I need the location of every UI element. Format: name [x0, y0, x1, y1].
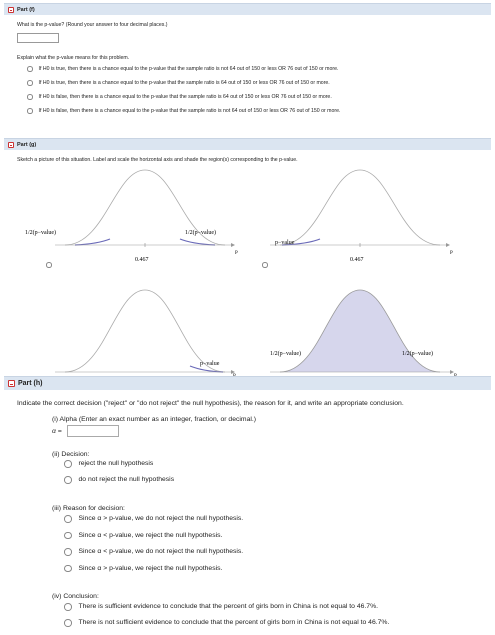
center-tick-label: 0.467	[135, 257, 149, 263]
center-shade	[280, 290, 440, 372]
f-options-option-4[interactable]	[27, 108, 340, 114]
radio-button[interactable]	[64, 532, 72, 540]
option-label: Since α > p-value, we reject the null hypothesis.	[78, 564, 223, 572]
graph-option-4	[260, 280, 470, 377]
left-tail-shade	[75, 239, 110, 245]
h-decision-option-1[interactable]	[64, 460, 153, 468]
graph-option-1	[25, 165, 245, 265]
radio-button[interactable]	[27, 66, 33, 72]
h-reason-option-3[interactable]	[64, 548, 243, 556]
option-label: Since α > p-value, we do not reject the null hypothesis.	[78, 515, 244, 523]
h-reason-option-2[interactable]	[64, 532, 222, 540]
h-decision-option-2[interactable]	[64, 476, 174, 484]
radio-button[interactable]	[64, 476, 72, 484]
option-label: reject the null hypothesis	[78, 460, 154, 468]
reason-label: (iii) Reason for decision:	[52, 505, 125, 512]
radio-button[interactable]	[27, 80, 33, 86]
radio-button[interactable]	[64, 565, 72, 573]
right-label: 1/2(p−value)	[402, 351, 434, 357]
radio-button[interactable]	[64, 515, 72, 523]
h-conclusion-option-1[interactable]	[64, 603, 378, 611]
conclusion-label: (iv) Conclusion:	[52, 593, 99, 600]
alpha-input[interactable]	[67, 425, 119, 437]
h-conclusion-option-2[interactable]	[64, 619, 389, 627]
collapse-icon[interactable]	[8, 380, 15, 387]
radio-button[interactable]	[27, 108, 33, 114]
radio-button[interactable]	[27, 94, 33, 100]
radio-button[interactable]	[64, 548, 72, 556]
explain-label: Explain what the p-value means for this problem.	[17, 55, 130, 61]
left-label: 1/2(p−value)	[270, 351, 302, 357]
graph-radio-1[interactable]	[46, 262, 52, 268]
right-label: p−value	[200, 361, 220, 367]
left-label: 1/2(p−value)	[25, 230, 57, 236]
left-label: p−value	[275, 240, 295, 246]
option-label: If H0 is false, then there is a chance equal to the p-value that the sample ratio is 64 out of 150 or less OR 76 out of 150 or more.	[38, 94, 332, 100]
h-reason-option-4[interactable]	[64, 565, 222, 573]
right-label: 1/2(p−value)	[185, 230, 217, 236]
right-tail-shade	[180, 239, 215, 245]
alpha-label: (i) Alpha (Enter an exact number as an integer, fraction, or decimal.)	[52, 416, 257, 423]
sketch-instruction: Sketch a picture of this situation. Label and scale the horizontal axis and shade the region(s) corresponding to the p-value.	[17, 157, 298, 163]
option-label: There is not sufficient evidence to conclude that the percent of girls born in China is not equal to 46.7%.	[78, 619, 390, 627]
graph-option-2	[260, 165, 460, 265]
graph-radio-2[interactable]	[262, 262, 268, 268]
decision-instruction: Indicate the correct decision ("reject" or "do not reject" the null hypothesis), the reason for it, and write an appropriate conclusion.	[17, 400, 404, 407]
p-value-question: What is the p-value? (Round your answer to four decimal places.)	[17, 22, 168, 28]
alpha-symbol: α =	[52, 428, 62, 435]
f-options-option-2[interactable]	[27, 80, 330, 86]
option-label: do not reject the null hypothesis	[78, 476, 175, 484]
part-g-header[interactable]: Part (g)	[4, 138, 491, 150]
h-reason-option-1[interactable]	[64, 515, 243, 523]
p-value-input[interactable]	[17, 33, 59, 43]
radio-button[interactable]	[64, 619, 72, 627]
f-options-option-3[interactable]	[27, 94, 332, 100]
decision-label: (ii) Decision:	[52, 451, 90, 458]
f-options-option-1[interactable]	[27, 66, 338, 72]
option-label: If H0 is true, then there is a chance equal to the p-value that the sample ratio is 64 out of 150 or less OR 76 out of 150 or more.	[38, 80, 330, 86]
part-f-header[interactable]: Part (f)	[4, 3, 491, 15]
option-label: There is sufficient evidence to conclude that the percent of girls born in China is not equal to 46.7%.	[78, 603, 378, 611]
option-label: If H0 is true, then there is a chance equal to the p-value that the sample ratio is not 64 out of 150 or less OR 76 out of 150 or more.	[38, 66, 339, 72]
axis-label: P	[235, 251, 238, 256]
normal-curve	[280, 170, 440, 245]
part-h-header[interactable]: Part (h)	[4, 376, 491, 390]
radio-button[interactable]	[64, 460, 72, 468]
collapse-icon[interactable]	[8, 142, 14, 148]
axis-label: P	[450, 251, 453, 256]
center-tick-label: 0.467	[350, 257, 364, 263]
radio-button[interactable]	[64, 603, 72, 611]
graph-option-3	[45, 280, 245, 377]
normal-curve	[65, 290, 225, 372]
option-label: Since α < p-value, we reject the null hypothesis.	[78, 531, 223, 539]
option-label: If H0 is false, then there is a chance equal to the p-value that the sample ratio is not 64 out of 150 or less OR 76 out of 150 or more.	[38, 108, 341, 114]
collapse-icon[interactable]	[8, 7, 14, 13]
option-label: Since α < p-value, we do not reject the null hypothesis.	[78, 548, 244, 556]
